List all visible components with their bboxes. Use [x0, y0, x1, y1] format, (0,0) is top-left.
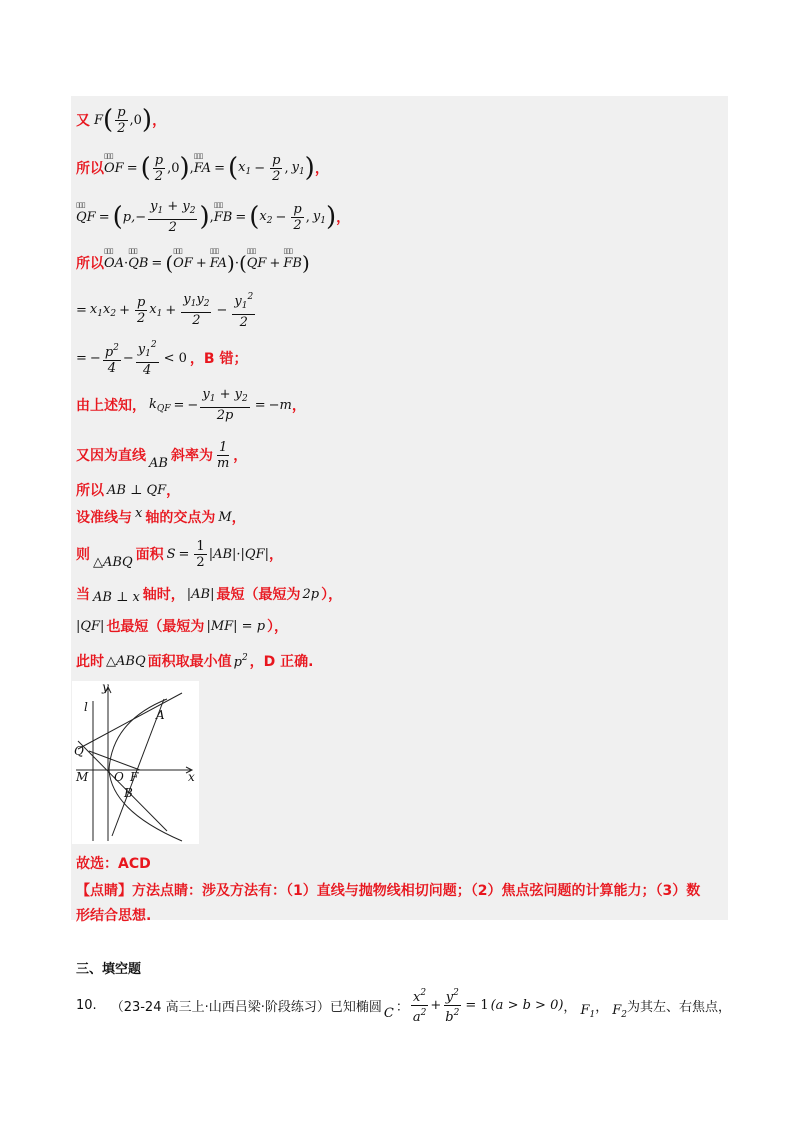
comment-text-1: 【点睛】方法点睛：涉及方法有：（1）直线与抛物线相切问题；（2）焦点弦问题的计算能力；（3）数: [76, 883, 701, 899]
text: ），: [267, 619, 289, 635]
text: 所以: [76, 161, 104, 177]
comment-line-2: [76, 905, 151, 925]
solution-line-6: = − $\frac{p^2}{4}$ − $\frac{y_1^2}{4}$ < 0 ，B 错；: [76, 340, 248, 378]
text: ，: [152, 113, 167, 129]
label-x: x: [188, 770, 195, 784]
text: 设准线与: [76, 510, 132, 526]
text: 则: [76, 547, 90, 563]
text: ，: [268, 547, 283, 563]
solution-line-10: 设准线与 x 轴的交点为 M ，: [76, 505, 246, 526]
text: 所以: [76, 483, 104, 499]
formula: F: [94, 112, 104, 128]
text: 此时: [76, 654, 104, 670]
answer-text: 故选：ACD: [76, 856, 151, 872]
text: 由上述知，: [76, 398, 146, 414]
solution-line-1: 又 F ( $\frac{p}{2}$ ,0 ) ，: [76, 104, 167, 136]
text: 轴的交点为: [145, 510, 216, 526]
label-F: F: [130, 770, 139, 784]
colon: ：: [395, 1000, 409, 1015]
comment-line-1: [76, 880, 700, 900]
solution-line-2: 所以 ▯▯▯ OF = ( $\frac{p}{2}$ ,0 ) , ▯▯▯ FA = ( $x_1$ − $\frac{p}{2}$ , $y_1$ ) ，: [76, 151, 329, 184]
text: 又: [76, 113, 90, 129]
label-l: l: [84, 700, 88, 714]
text: ），: [321, 587, 343, 603]
question-10: 10. （23-24 高三上·山西吕梁·阶段练习）已知椭圆 C ： $\frac{x^2}{a^2}$ + $\frac{y^2}{b^2}$ = 1 (a > b > 0) ， $F_1$ ， $F_2$ 为其左、右焦点，: [76, 988, 731, 1025]
question-source: （23-24 高三上·山西吕梁·阶段练习）已知椭圆: [110, 1000, 382, 1015]
parabola-figure: [72, 681, 199, 844]
answer-line: [76, 853, 151, 873]
solution-line-13: |QF| 也最短（最短为 |MF| = p ），: [76, 612, 288, 640]
condition: (a > b > 0): [490, 998, 564, 1013]
comment-text-2: 形结合思想.: [76, 908, 152, 924]
text: 面积: [135, 547, 164, 563]
label-M: M: [76, 770, 89, 784]
text: 当: [76, 587, 90, 603]
label-Q: Q: [74, 744, 84, 758]
solution-line-8: 又因为直线 AB 斜率为 $\frac{1}{m}$ ，: [76, 439, 248, 471]
text: ，: [314, 161, 329, 177]
text: ，B 错；: [189, 351, 248, 367]
solution-line-3: ▯▯▯ QF = ( p, − $\frac{y_1 + y_2}{2}$ ) , ▯▯▯ FB = ( $x_2$ − $\frac{p}{2}$ , $y_1$ ) ，: [76, 199, 351, 235]
label-A: A: [156, 708, 165, 722]
text: ，: [336, 210, 351, 226]
text: ，: [231, 510, 246, 526]
curve-name: C: [383, 1006, 394, 1021]
solution-line-11: 则 △ABQ 面积 S = $\frac{1}{2}$ |AB|·|QF| ，: [76, 538, 283, 570]
text: 面积取最小值: [147, 654, 232, 670]
text: ，: [166, 483, 181, 499]
label-B: B: [124, 786, 133, 800]
text: ，: [291, 398, 306, 414]
text: 也最短（最短为: [106, 619, 205, 635]
text: 所以: [76, 256, 104, 272]
question-tail: 为其左、右焦点，: [626, 1000, 731, 1015]
text: 斜率为: [170, 448, 213, 464]
text: 最短（最短为: [216, 587, 301, 603]
label-O: O: [114, 770, 124, 784]
question-number: 10.: [76, 998, 97, 1013]
solution-line-12: 当 AB ⊥ x 轴时， |AB| 最短（最短为 2p ），: [76, 580, 342, 608]
text: 又因为直线: [76, 448, 146, 464]
solution-line-7: 由上述知， $k_{QF}$ = − $\frac{y_1 + y_2}{2p}$ = − m ，: [76, 387, 306, 423]
solution-line-4: 所以 ▯▯▯ OA · ▯▯▯ QB = ( ▯▯▯ OF + ▯▯▯ FA ) · ( ▯▯▯ QF + ▯▯▯ FB ): [76, 246, 310, 275]
section-heading: 三、填空题: [76, 962, 142, 977]
label-y: y: [102, 681, 109, 694]
solution-line-9: 所以 AB ⊥ QF ，: [76, 478, 180, 502]
tangent-QB: [78, 741, 167, 831]
text: ，D 正确.: [249, 654, 314, 670]
solution-line-5: = $x_1x_2$ + $\frac{p}{2}$ $x_1$ + $\frac{y_1y_2}{2}$ − $\frac{y_1^2}{2}$: [76, 292, 254, 330]
parabola-diagram: [72, 681, 199, 844]
tangent-QA: [78, 693, 182, 749]
text: 轴时，: [142, 587, 185, 603]
text: ，: [233, 448, 248, 464]
solution-line-14: 此时 △ABQ 面积取最小值 $p^2$ ，D 正确.: [76, 652, 314, 670]
